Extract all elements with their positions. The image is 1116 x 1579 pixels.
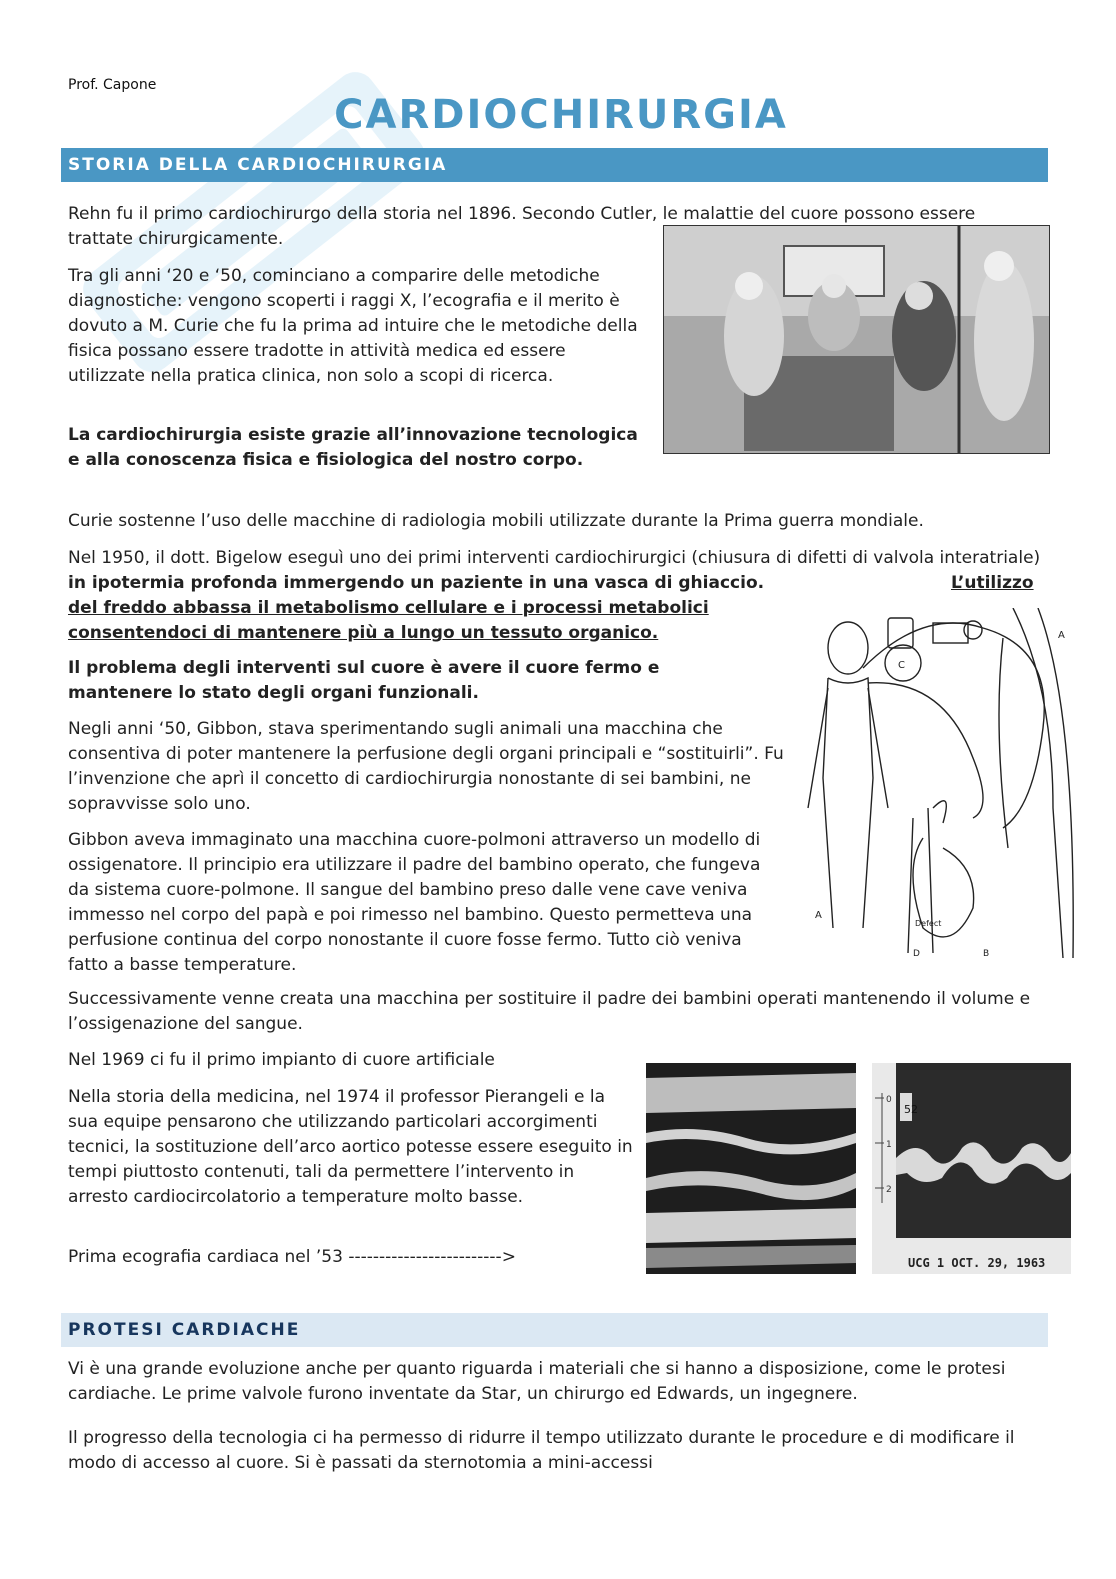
- cross-circulation-diagram: [803, 608, 1076, 958]
- paragraph-11: Nella storia della medicina, nel 1974 il professor Pierangeli e la sua equipe pensarono che utilizzando particolari accorgimenti tecnici, la sostituzione dell’arco aortico potesse essere eseguito in tempi piuttosto contenuti, tali da permettere l’intervento in arresto cardiocircolatorio a temperature molto basse.: [68, 1087, 633, 1207]
- diagram-label-defect: Defect: [915, 919, 942, 928]
- echo-marker-label: 52: [904, 1103, 918, 1116]
- diagram-label-b: B: [983, 949, 990, 958]
- echo-tick-2: 2: [886, 1185, 892, 1195]
- author-name: Prof. Capone: [68, 77, 157, 93]
- section-heading-storia: STORIA DELLA CARDIOCHIRURGIA: [61, 148, 1048, 182]
- page-title: CARDIOCHIRURGIA: [334, 92, 788, 138]
- echo-tick-0: 0: [886, 1095, 892, 1105]
- diagram-label-a-top: A: [1058, 630, 1065, 641]
- echo-caption: UCG 1 OCT. 29, 1963: [908, 1256, 1046, 1270]
- paragraph-3-bold: La cardiochirurgia esiste grazie all’innovazione tecnologica e alla conoscenza fisica e fisiologica del nostro corpo.: [68, 425, 638, 470]
- paragraph-5-underlined: L’utilizzo del freddo abbassa il metabolismo cellulare e i processi metabolici consentendoci di mantenere più a lungo un tessuto organico.: [68, 573, 1034, 643]
- diagram-label-a-bottom: A: [815, 910, 822, 921]
- section-heading-protesi: PROTESI CARDIACHE: [61, 1313, 1048, 1347]
- paragraph-10: Nel 1969 ci fu il primo impianto di cuore artificiale: [68, 1050, 495, 1070]
- echocardiogram-image-1: [646, 1063, 856, 1274]
- paragraph-protesi-1: Vi è una grande evoluzione anche per quanto riguarda i materiali che si hanno a disposizione, come le protesi cardiache. Le prime valvole furono inventate da Star, un chirurgo ed Edwards, un ingegnere.: [68, 1359, 1006, 1404]
- paragraph-6-bold: Il problema degli interventi sul cuore è avere il cuore fermo e mantenere lo stato degli organi funzionali.: [68, 658, 660, 703]
- paragraph-7: Negli anni ‘50, Gibbon, stava sperimentando sugli animali una macchina che consentiva di poter mantenere la perfusione degli organi principali e “sostituirli”. Fu l’invenzione che aprì il concetto di cardiochirurgia nonostante di sei bambini, ne sopravvisse solo uno.: [68, 719, 784, 814]
- paragraph-2: Tra gli anni ‘20 e ‘50, cominciano a comparire delle metodiche diagnostiche: vengono scoperti i raggi X, l’ecografia e il merito è dovuto a M. Curie che fu la prima ad intuire che le metodiche della fisica possano essere tradotte in attività medica ed essere utilizzate nella pratica clinica, non solo a scopi di ricerca.: [68, 266, 638, 386]
- paragraph-4: Curie sostenne l’uso delle macchine di radiologia mobili utilizzate durante la Prima guerra mondiale.: [68, 511, 924, 531]
- diagram-label-d: D: [913, 949, 920, 958]
- paragraph-8: Gibbon aveva immaginato una macchina cuore-polmoni attraverso un modello di ossigenatore. Il principio era utilizzare il padre del bambino operato, che fungeva da sistema cuore-polmone. Il sangue del bambino preso dalle vene cave veniva immesso nel corpo del papà e poi rimesso nel bambino. Questo permetteva una perfusione continua del corpo nonostante il cuore fosse fermo. Tutto ciò veniva fatto a basse temperature.: [68, 830, 761, 975]
- paragraph-9: Successivamente venne creata una macchina per sostituire il padre dei bambini operati mantenendo il volume e l’ossigenazione del sangue.: [68, 989, 1031, 1034]
- diagram-label-c: C: [898, 660, 905, 671]
- paragraph-protesi-2: Il progresso della tecnologia ci ha permesso di ridurre il tempo utilizzato durante le procedure e di modificare il modo di accesso al cuore. Si è passati da sternotomia a mini-accessi: [68, 1428, 1015, 1473]
- paragraph-1: Rehn fu il primo cardiochirurgo della storia nel 1896. Secondo Cutler, le malattie del cuore possono essere trattate chirurgicamente.: [68, 204, 976, 249]
- paragraph-5: Nel 1950, il dott. Bigelow eseguì uno dei primi interventi cardiochirurgici (chiusura di difetti di valvola interatriale) in ipotermia profonda immergendo un paziente in una vasca di ghiaccio.: [68, 548, 1041, 593]
- echo-tick-1: 1: [886, 1140, 892, 1150]
- echocardiogram-image-2: [872, 1063, 1071, 1274]
- surgery-photo: [663, 225, 1050, 454]
- paragraph-12: Prima ecografia cardiaca nel ’53 ------------------------->: [68, 1247, 516, 1267]
